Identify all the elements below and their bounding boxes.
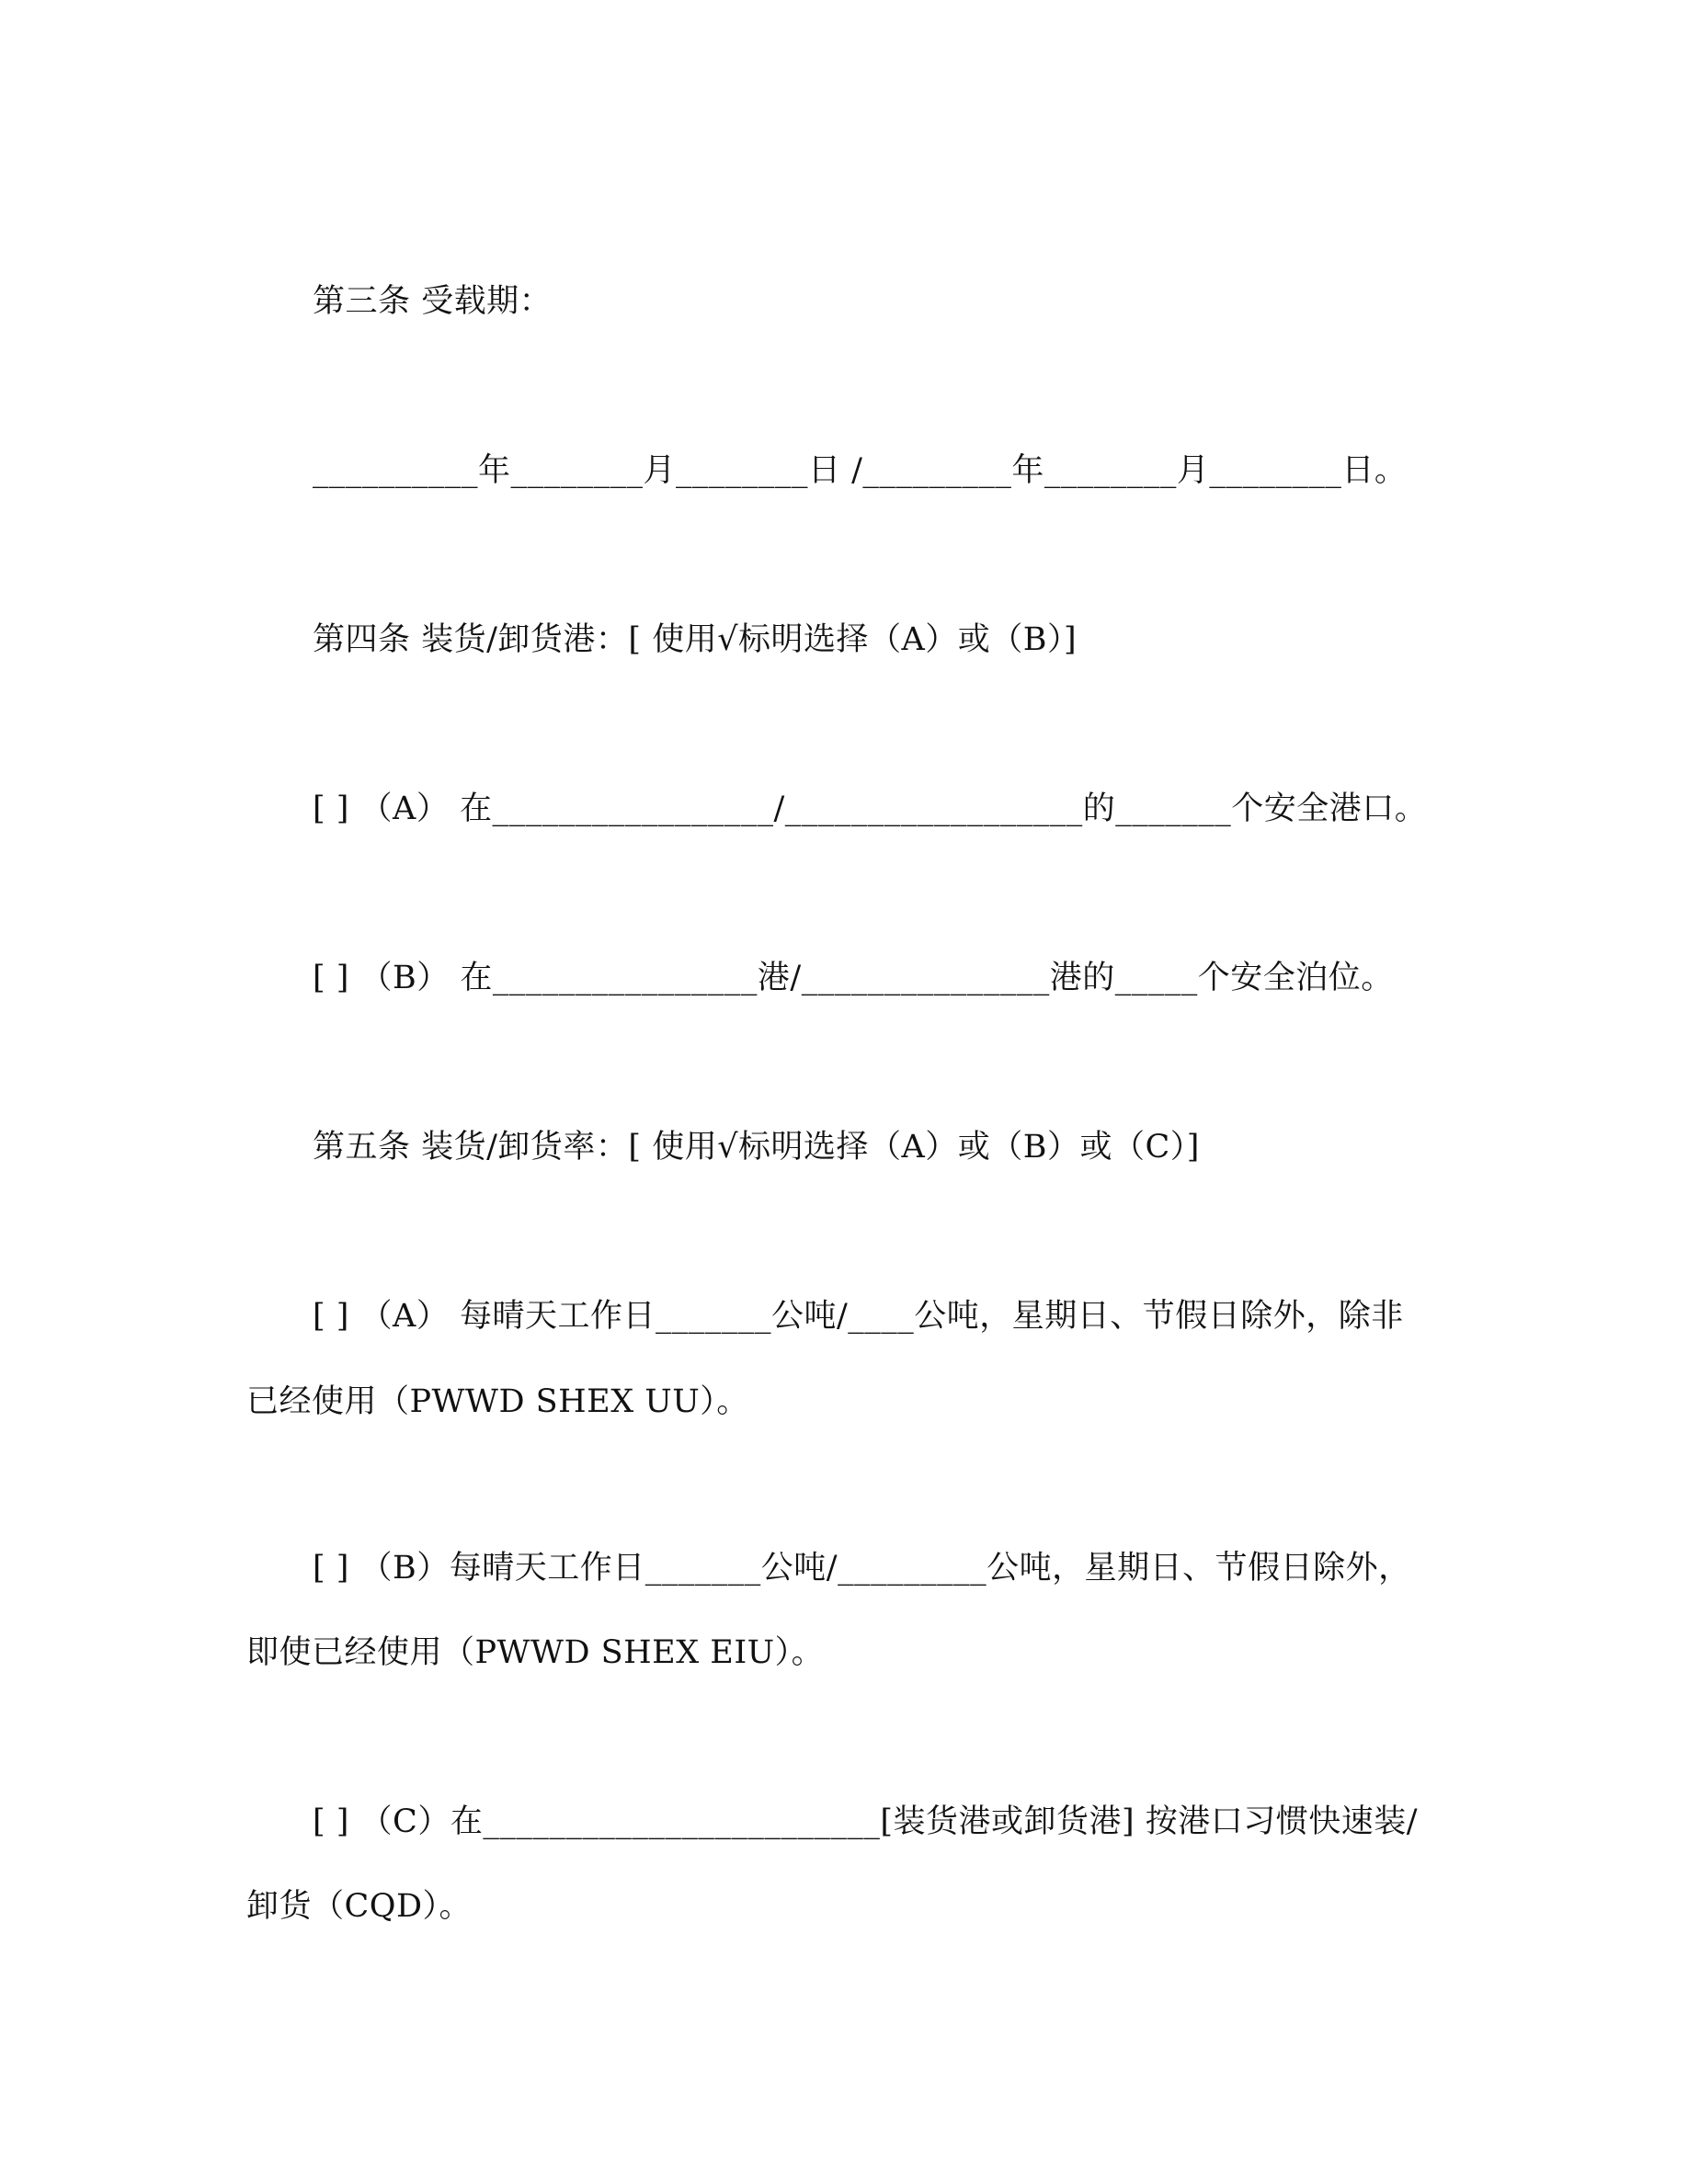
article-5-option-a-line1: [ ] （A） 每晴天工作日_______公吨/____公吨，星期日、节假日除外，除非 xyxy=(313,1298,1404,1335)
article-4-heading: 第四条 装货/卸货港：[ 使用√标明选择（A）或（B）] xyxy=(313,621,1078,658)
article-5-option-b-line1: [ ] （B）每晴天工作日_______公吨/_________公吨，星期日、节假日除外， xyxy=(313,1550,1411,1587)
article-5-option-b-line2: 即使已经使用（PWWD SHEX EIU）。 xyxy=(246,1634,825,1671)
article-5-option-a-line2: 已经使用（PWWD SHEX UU）。 xyxy=(246,1383,749,1420)
article-3-heading: 第三条 受载期： xyxy=(313,283,553,320)
article-4-option-a: [ ] （A） 在_________________/__________________的_______个安全港口。 xyxy=(313,791,1428,827)
article-3-date-range: __________年________月________日 /_________年________月________日。 xyxy=(313,452,1408,489)
article-5-option-c-line2: 卸货（CQD）。 xyxy=(246,1888,473,1925)
article-5-option-c-line1: [ ] （C）在________________________[装货港或卸货港] 按港口习惯快速装/ xyxy=(313,1803,1419,1840)
article-4-option-b: [ ] （B） 在________________港/_______________港的_____个安全泊位。 xyxy=(313,960,1394,996)
article-5-heading: 第五条 装货/卸货率：[ 使用√标明选择（A）或（B）或（C）] xyxy=(313,1129,1200,1166)
